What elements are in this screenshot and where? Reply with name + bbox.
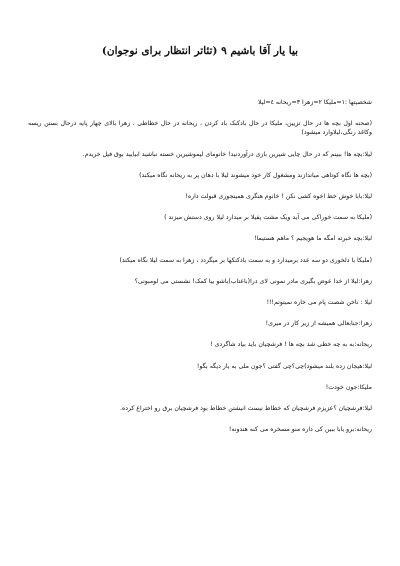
dialogue-line: ملیکا:جون خودت! xyxy=(325,383,372,391)
dialogue-line: ریحانه:به به چه خطی شد بچه ها ! فرشچیان باید بیاد شاگردی ! xyxy=(210,341,372,349)
dialogue-line: لیلا:بچه خبرته امگه ما هویجیم ؟ ماهم هستیما! xyxy=(254,235,372,243)
dialogue-line: ریحانه:برو بابا ببین کی داره منو مسخره می کنه هندونه! xyxy=(228,426,372,434)
stage-direction: (ملیکا با دلخوری دو سه عدد برمیدارد و به سمت بادکنکها بر میگردد ، زهرا به سمت لیلا نگاه میکند) xyxy=(119,256,372,264)
stage-direction: (ملیکا به سمت خوراکی می آید ویک مشت پفیلا بر میدارد لیلا روی دستش میزند ) xyxy=(164,214,372,222)
dialogue-line: لیلا:فرشچیان ؟عزیزم فرشچیان که خطاط نیست انیشتن خطاط بود فرشچیان برق رو اختراع کرده. xyxy=(119,404,372,412)
dialogue-line: لیلا:هیجان زده بلند میشود)چی؟چی گفتی ؟جون ملی به یار دیگه بگو! xyxy=(196,362,372,370)
stage-direction: (صحنه اول بچه ها در حال تزیین، ملیکا در حال بادکنک باد کردن ، ریحانه در حال خطاطی ، زهرا بالای چهار پایه درحال بستن ریسه وکاغذ رنگی،لیلاوارد میشود) xyxy=(28,120,372,137)
dialogue-line: لیلا : ناخن شصت پام می خاره نمیتونم!!! xyxy=(266,298,372,306)
page-title: بیا یار آقا باشیم ۹ (تئاتر انتظار برای نوجوان) xyxy=(101,45,299,57)
dialogue-line: زهرا:لیلا از خدا عوض بگیری مادر نمونی لای درا(باعتاب)باشو بیا کمک! نشستی می لومبونی؟ xyxy=(134,277,372,285)
dialogue-line: لیلا:بابا خوش خط اخوه کشی نکن ! خانوم هنگری همینجوری قبولت داره! xyxy=(185,193,372,201)
dialogue-line: لیلا:بچه ها! ببینم که در حال چایی شیرین بازی درآوردنید! خانومای لیموشیرین خسته نباشید ابیایید بوق فیل خریدم. xyxy=(82,150,372,158)
cast-list: شخصیتها :۱=ملیکا ۲=زهرا ۳=ریحانه ٤=لیلا xyxy=(257,99,372,106)
dialogue-line: زهرا:جنابعالی همیشه از زیر کار در میری! xyxy=(265,320,372,328)
stage-direction: (بچه ها نگاه کوتاهی میاندازند ومشغول کار خود میشوند لیلا با دهان پر به ریحانه نگاه میکند) xyxy=(139,171,372,179)
script-lines xyxy=(28,98,372,434)
